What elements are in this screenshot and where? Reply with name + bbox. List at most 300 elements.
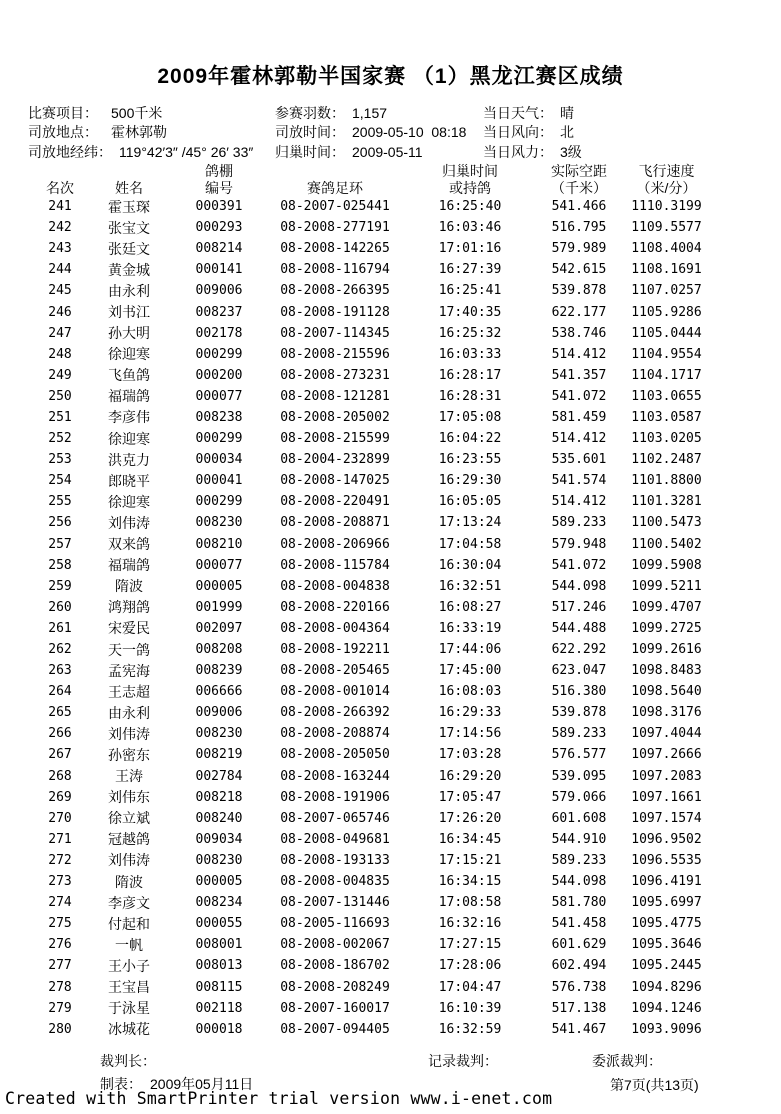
table-row	[30, 892, 715, 913]
ring-number-cell: 08-2008-208871	[280, 515, 390, 531]
assigned-referee-label: 委派裁判：	[592, 1053, 662, 1069]
name-cell: 于泳星	[108, 1000, 150, 1017]
speed-cell: 1097.2083	[631, 768, 702, 784]
arrival-time-cell: 17:05:47	[438, 789, 502, 805]
rank-cell: 246	[48, 304, 72, 320]
column-header-line2: 名次	[46, 179, 74, 196]
name-cell: 孙密东	[108, 746, 150, 763]
name-cell: 李彦文	[108, 894, 150, 911]
release-time-label-value	[275, 123, 466, 142]
name-cell: 福瑞鸽	[108, 388, 150, 405]
table-row	[30, 301, 715, 322]
name-cell: 洪克力	[108, 451, 150, 468]
distance-cell: 589.233	[551, 852, 607, 868]
name-cell: 冠越鸽	[108, 831, 150, 848]
rank-cell: 252	[48, 431, 72, 447]
rank-cell: 241	[48, 199, 72, 215]
table-row	[30, 491, 715, 512]
loft-number-cell: 000041	[195, 473, 243, 489]
entries-label: 参赛羽数：	[275, 105, 345, 121]
rank-cell: 243	[48, 241, 72, 257]
race-info-left	[28, 104, 253, 162]
loft-number-cell: 000141	[195, 262, 243, 278]
distance-cell: 514.412	[551, 346, 607, 362]
column-header-line1: 实际空距	[551, 163, 607, 179]
loft-number-cell: 008240	[195, 810, 243, 826]
loft-number-cell: 009034	[195, 831, 243, 847]
distance-cell: 541.467	[551, 1021, 607, 1037]
arrival-time-cell: 17:04:58	[438, 536, 502, 552]
smartprinter-watermark: Created with SmartPrinter trial version www.i-enet.com	[5, 1089, 553, 1108]
loft-number-cell: 000299	[195, 346, 243, 362]
speed-cell: 1095.4775	[631, 916, 702, 932]
rank-cell: 277	[48, 958, 72, 974]
table-row	[30, 1019, 715, 1040]
distance-cell: 538.746	[551, 325, 607, 341]
table-row	[30, 217, 715, 238]
rank-cell: 254	[48, 473, 72, 489]
rank-cell: 274	[48, 895, 72, 911]
entries-value: 1,157	[352, 105, 388, 121]
release-time-label: 司放时间：	[275, 124, 345, 141]
ring-number-cell: 08-2008-215599	[280, 431, 390, 447]
speed-cell: 1095.2445	[631, 958, 702, 974]
name-cell: 郎晓平	[108, 472, 150, 489]
speed-cell: 1098.8483	[631, 663, 702, 679]
distance-cell: 589.233	[551, 515, 607, 531]
loft-number-cell: 008208	[195, 642, 243, 658]
table-row	[30, 576, 715, 597]
arrival-time-cell: 16:25:32	[438, 325, 502, 341]
table-row	[30, 998, 715, 1019]
ring-number-cell: 08-2008-266395	[280, 283, 390, 299]
ring-number-cell: 08-2008-206966	[280, 536, 390, 552]
page-title: 2009年霍林郭勒半国家赛 （1）黑龙江赛区成绩	[157, 65, 624, 88]
table-row	[30, 280, 715, 301]
speed-cell: 1100.5402	[631, 536, 702, 552]
arrival-time-cell: 16:32:59	[438, 1021, 502, 1037]
ring-number-cell: 08-2007-114345	[280, 325, 390, 341]
ring-number-cell: 08-2008-115784	[280, 557, 390, 573]
rank-cell: 249	[48, 367, 72, 383]
speed-cell: 1097.1574	[631, 810, 702, 826]
loft-number-cell: 002178	[195, 325, 243, 341]
tabulation-label: 制表：	[100, 1076, 142, 1092]
rank-cell: 250	[48, 388, 72, 404]
loft-number-cell: 008230	[195, 726, 243, 742]
rank-cell: 276	[48, 937, 72, 953]
column-header-line2: 编号	[205, 179, 233, 196]
arrival-time-cell: 17:04:47	[438, 979, 502, 995]
speed-cell: 1096.4191	[631, 874, 702, 890]
distance-cell: 623.047	[551, 663, 607, 679]
loft-number-cell: 008210	[195, 536, 243, 552]
rank-cell: 242	[48, 220, 72, 236]
name-cell: 刘伟涛	[108, 514, 150, 531]
rank-cell: 263	[48, 663, 72, 679]
arrival-time-cell: 17:15:21	[438, 852, 502, 868]
name-cell: 飞鱼鸽	[108, 367, 150, 384]
loft-number-cell: 000293	[195, 220, 243, 236]
ring-number-cell: 08-2008-277191	[280, 220, 390, 236]
loft-number-cell: 001999	[195, 599, 243, 615]
name-cell: 由永利	[108, 282, 150, 299]
arrival-time-cell: 16:04:22	[438, 431, 502, 447]
speed-cell: 1096.5535	[631, 852, 702, 868]
release-coords-label-value	[28, 143, 253, 162]
loft-number-cell: 002097	[195, 620, 243, 636]
speed-cell: 1104.9554	[631, 346, 702, 362]
loft-number-cell: 002118	[195, 1000, 243, 1016]
speed-cell: 1094.8296	[631, 979, 702, 995]
arrival-time-cell: 16:03:46	[438, 220, 502, 236]
rank-cell: 255	[48, 494, 72, 510]
table-row	[30, 976, 715, 997]
rank-cell: 259	[48, 578, 72, 594]
table-row	[30, 238, 715, 259]
distance-cell: 622.177	[551, 304, 607, 320]
name-cell: 刘伟东	[108, 789, 150, 806]
rank-cell: 264	[48, 684, 72, 700]
loft-number-cell: 008230	[195, 515, 243, 531]
speed-cell: 1101.3281	[631, 494, 702, 510]
release-site-value: 霍林郭勒	[111, 124, 167, 141]
arrival-time-cell: 16:29:30	[438, 473, 502, 489]
table-row	[30, 787, 715, 808]
loft-number-cell: 008237	[195, 304, 243, 320]
chief-referee-label: 裁判长：	[100, 1053, 156, 1069]
distance-cell: 516.795	[551, 220, 607, 236]
table-row	[30, 808, 715, 829]
ring-number-cell: 08-2005-116693	[280, 916, 390, 932]
column-header-line2: 姓名	[115, 179, 143, 196]
arrival-time-cell: 16:32:51	[438, 578, 502, 594]
wind-force-label: 当日风力：	[483, 143, 553, 160]
name-cell: 徐立斌	[108, 810, 150, 827]
loft-number-cell: 000034	[195, 452, 243, 468]
loft-number-cell: 008219	[195, 747, 243, 763]
arrival-time-cell: 16:27:39	[438, 262, 502, 278]
distance-cell: 544.910	[551, 831, 607, 847]
distance-cell: 602.494	[551, 958, 607, 974]
ring-number-cell: 08-2008-147025	[280, 473, 390, 489]
table-row	[30, 555, 715, 576]
loft-number-cell: 000299	[195, 431, 243, 447]
distance-cell: 544.098	[551, 874, 607, 890]
rank-cell: 272	[48, 852, 72, 868]
ring-number-cell: 08-2008-002067	[280, 937, 390, 953]
ring-number-cell: 08-2008-266392	[280, 705, 390, 721]
rank-cell: 261	[48, 620, 72, 636]
rank-cell: 245	[48, 283, 72, 299]
name-cell: 隋波	[115, 873, 143, 890]
table-row	[30, 618, 715, 639]
table-row	[30, 365, 715, 386]
arrival-time-cell: 17:26:20	[438, 810, 502, 826]
table-row	[30, 407, 715, 428]
column-header-name	[90, 160, 168, 196]
ring-number-cell: 08-2007-131446	[280, 895, 390, 911]
rank-cell: 256	[48, 515, 72, 531]
table-row	[30, 449, 715, 470]
loft-number-cell: 000391	[195, 199, 243, 215]
column-header-line1: 归巢时间	[442, 163, 498, 179]
distance-cell: 544.098	[551, 578, 607, 594]
speed-cell: 1099.5908	[631, 557, 702, 573]
homing-date-value: 2009-05-11	[352, 143, 423, 160]
name-cell: 冰城花	[108, 1021, 150, 1038]
column-header-line2: 赛鸽足环	[307, 179, 363, 196]
speed-cell: 1099.2725	[631, 620, 702, 636]
speed-cell: 1107.0257	[631, 283, 702, 299]
release-time-value: 2009-05-10 08:18	[352, 124, 467, 141]
wind-force-label-value	[483, 143, 582, 162]
rank-cell: 244	[48, 262, 72, 278]
arrival-time-cell: 16:23:55	[438, 452, 502, 468]
name-cell: 孙大明	[108, 325, 150, 342]
ring-number-cell: 08-2008-049681	[280, 831, 390, 847]
distance-cell: 516.380	[551, 684, 607, 700]
loft-number-cell: 009006	[195, 283, 243, 299]
table-row	[30, 913, 715, 934]
loft-number-cell: 008013	[195, 958, 243, 974]
column-header-ring-number	[270, 160, 400, 196]
release-coords-label: 司放地经纬：	[28, 143, 112, 160]
wind-direction-label-value	[483, 123, 582, 142]
record-referee-label: 记录裁判：	[428, 1053, 498, 1069]
table-row	[30, 386, 715, 407]
rank-cell: 270	[48, 810, 72, 826]
speed-cell: 1103.0587	[631, 409, 702, 425]
arrival-time-cell: 16:33:19	[438, 620, 502, 636]
distance-cell: 601.629	[551, 937, 607, 953]
speed-cell: 1094.1246	[631, 1000, 702, 1016]
table-row	[30, 512, 715, 533]
table-row	[30, 934, 715, 955]
ring-number-cell: 08-2008-208249	[280, 979, 390, 995]
table-row	[30, 850, 715, 871]
table-row	[30, 766, 715, 787]
release-site-label: 司放地点：	[28, 124, 98, 141]
arrival-time-cell: 16:10:39	[438, 1000, 502, 1016]
speed-cell: 1098.5640	[631, 684, 702, 700]
name-cell: 付起和	[108, 915, 150, 932]
arrival-time-cell: 16:03:33	[438, 346, 502, 362]
speed-cell: 1093.9096	[631, 1021, 702, 1037]
rank-cell: 257	[48, 536, 72, 552]
speed-cell: 1097.2666	[631, 747, 702, 763]
arrival-time-cell: 16:08:27	[438, 599, 502, 615]
tabulation-date: 2009年05月11日	[150, 1076, 254, 1092]
column-header-line2: 或持鸽	[449, 179, 491, 196]
race-info-right	[483, 104, 582, 162]
ring-number-cell: 08-2008-116794	[280, 262, 390, 278]
name-cell: 鸿翔鸽	[108, 599, 150, 616]
ring-number-cell: 08-2008-004364	[280, 620, 390, 636]
loft-number-cell: 008238	[195, 409, 243, 425]
ring-number-cell: 08-2008-205050	[280, 747, 390, 763]
name-cell: 福瑞鸽	[108, 557, 150, 574]
rank-cell: 280	[48, 1021, 72, 1037]
ring-number-cell: 08-2008-142265	[280, 241, 390, 257]
name-cell: 王宝昌	[108, 979, 150, 996]
entries-label-value	[275, 104, 466, 123]
speed-cell: 1105.0444	[631, 325, 702, 341]
ring-number-cell: 08-2008-205465	[280, 663, 390, 679]
loft-number-cell: 008115	[195, 979, 243, 995]
table-row	[30, 470, 715, 491]
speed-cell: 1108.4004	[631, 241, 702, 257]
column-header-line1: 飞行速度	[638, 163, 695, 179]
arrival-time-cell: 17:27:15	[438, 937, 502, 953]
distance-cell: 539.095	[551, 768, 607, 784]
arrival-time-cell: 16:25:41	[438, 283, 502, 299]
distance-cell: 541.574	[551, 473, 607, 489]
table-row	[30, 534, 715, 555]
loft-number-cell: 008218	[195, 789, 243, 805]
distance-cell: 576.738	[551, 979, 607, 995]
distance-cell: 579.989	[551, 241, 607, 257]
weather-value: 晴	[560, 105, 574, 121]
ring-number-cell: 08-2008-191906	[280, 789, 390, 805]
loft-number-cell: 008230	[195, 852, 243, 868]
name-cell: 王志超	[108, 683, 150, 700]
arrival-time-cell: 16:05:05	[438, 494, 502, 510]
column-header-speed	[618, 160, 715, 196]
speed-cell: 1102.2487	[631, 452, 702, 468]
name-cell: 徐迎寒	[108, 493, 150, 510]
ring-number-cell: 08-2008-192211	[280, 642, 390, 658]
weather-label: 当日天气：	[483, 105, 553, 121]
distance-cell: 544.488	[551, 620, 607, 636]
distance-cell: 541.072	[551, 388, 607, 404]
table-row	[30, 955, 715, 976]
ring-number-cell: 08-2008-220491	[280, 494, 390, 510]
rank-cell: 269	[48, 789, 72, 805]
rank-cell: 267	[48, 747, 72, 763]
arrival-time-cell: 16:08:03	[438, 684, 502, 700]
loft-number-cell: 002784	[195, 768, 243, 784]
distance-cell: 622.292	[551, 642, 607, 658]
rank-cell: 251	[48, 409, 72, 425]
loft-number-cell: 000005	[195, 578, 243, 594]
column-header-line1: 鸽棚	[205, 163, 233, 179]
loft-number-cell: 000077	[195, 557, 243, 573]
distance-cell: 601.608	[551, 810, 607, 826]
arrival-time-cell: 17:13:24	[438, 515, 502, 531]
homing-date-label-value	[275, 143, 466, 162]
ring-number-cell: 08-2004-232899	[280, 452, 390, 468]
table-row	[30, 829, 715, 850]
table-row	[30, 639, 715, 660]
ring-number-cell: 08-2008-205002	[280, 409, 390, 425]
ring-number-cell: 08-2008-163244	[280, 768, 390, 784]
ring-number-cell: 08-2008-001014	[280, 684, 390, 700]
name-cell: 天一鸽	[108, 641, 150, 658]
arrival-time-cell: 16:34:15	[438, 874, 502, 890]
arrival-time-cell: 16:28:17	[438, 367, 502, 383]
loft-number-cell: 000077	[195, 388, 243, 404]
rank-cell: 253	[48, 452, 72, 468]
rank-cell: 248	[48, 346, 72, 362]
loft-number-cell: 006666	[195, 684, 243, 700]
distance-cell: 539.878	[551, 705, 607, 721]
table-row	[30, 744, 715, 765]
race-info-middle	[275, 104, 466, 162]
rank-cell: 265	[48, 705, 72, 721]
distance-cell: 579.948	[551, 536, 607, 552]
ring-number-cell: 08-2007-094405	[280, 1021, 390, 1037]
rank-cell: 262	[48, 642, 72, 658]
speed-cell: 1095.6997	[631, 895, 702, 911]
name-cell: 刘书江	[108, 304, 150, 321]
distance-cell: 541.458	[551, 916, 607, 932]
ring-number-cell: 08-2008-273231	[280, 367, 390, 383]
rank-cell: 247	[48, 325, 72, 341]
arrival-time-cell: 16:25:40	[438, 199, 502, 215]
name-cell: 黄金城	[108, 261, 150, 278]
arrival-time-cell: 17:03:28	[438, 747, 502, 763]
table-row	[30, 723, 715, 744]
distance-cell: 514.412	[551, 431, 607, 447]
table-row	[30, 259, 715, 280]
name-cell: 张宝文	[108, 219, 150, 236]
name-cell: 王小子	[108, 957, 150, 974]
homing-date-label: 归巢时间：	[275, 143, 345, 160]
table-row	[30, 681, 715, 702]
results-table-body	[30, 196, 715, 1040]
wind-direction-label: 当日风向：	[483, 124, 553, 141]
name-cell: 徐迎寒	[108, 346, 150, 363]
ring-number-cell: 08-2008-004835	[280, 874, 390, 890]
distance-cell: 579.066	[551, 789, 607, 805]
name-cell: 李彦伟	[108, 409, 150, 426]
name-cell: 孟宪海	[108, 662, 150, 679]
ring-number-cell: 08-2008-186702	[280, 958, 390, 974]
table-header	[30, 160, 715, 196]
distance-cell: 576.577	[551, 747, 607, 763]
name-cell: 宋爱民	[108, 620, 150, 637]
arrival-time-cell: 16:30:04	[438, 557, 502, 573]
table-row	[30, 871, 715, 892]
rank-cell: 278	[48, 979, 72, 995]
speed-cell: 1097.1661	[631, 789, 702, 805]
ring-number-cell: 08-2008-208874	[280, 726, 390, 742]
ring-number-cell: 08-2008-121281	[280, 388, 390, 404]
loft-number-cell: 000200	[195, 367, 243, 383]
rank-cell: 271	[48, 831, 72, 847]
distance-cell: 514.412	[551, 494, 607, 510]
distance-cell: 589.233	[551, 726, 607, 742]
ring-number-cell: 08-2008-004838	[280, 578, 390, 594]
ring-number-cell: 08-2007-025441	[280, 199, 390, 215]
distance-cell: 541.466	[551, 199, 607, 215]
loft-number-cell: 008001	[195, 937, 243, 953]
arrival-time-cell: 17:40:35	[438, 304, 502, 320]
table-row	[30, 196, 715, 217]
distance-cell: 535.601	[551, 452, 607, 468]
speed-cell: 1110.3199	[631, 199, 702, 215]
loft-number-cell: 008214	[195, 241, 243, 257]
distance-cell: 542.615	[551, 262, 607, 278]
arrival-time-cell: 17:44:06	[438, 642, 502, 658]
arrival-time-cell: 17:45:00	[438, 663, 502, 679]
arrival-time-cell: 17:14:56	[438, 726, 502, 742]
name-cell: 王涛	[115, 768, 143, 785]
distance-cell: 581.459	[551, 409, 607, 425]
distance-cell: 539.878	[551, 283, 607, 299]
release-site-label-value	[28, 123, 253, 142]
